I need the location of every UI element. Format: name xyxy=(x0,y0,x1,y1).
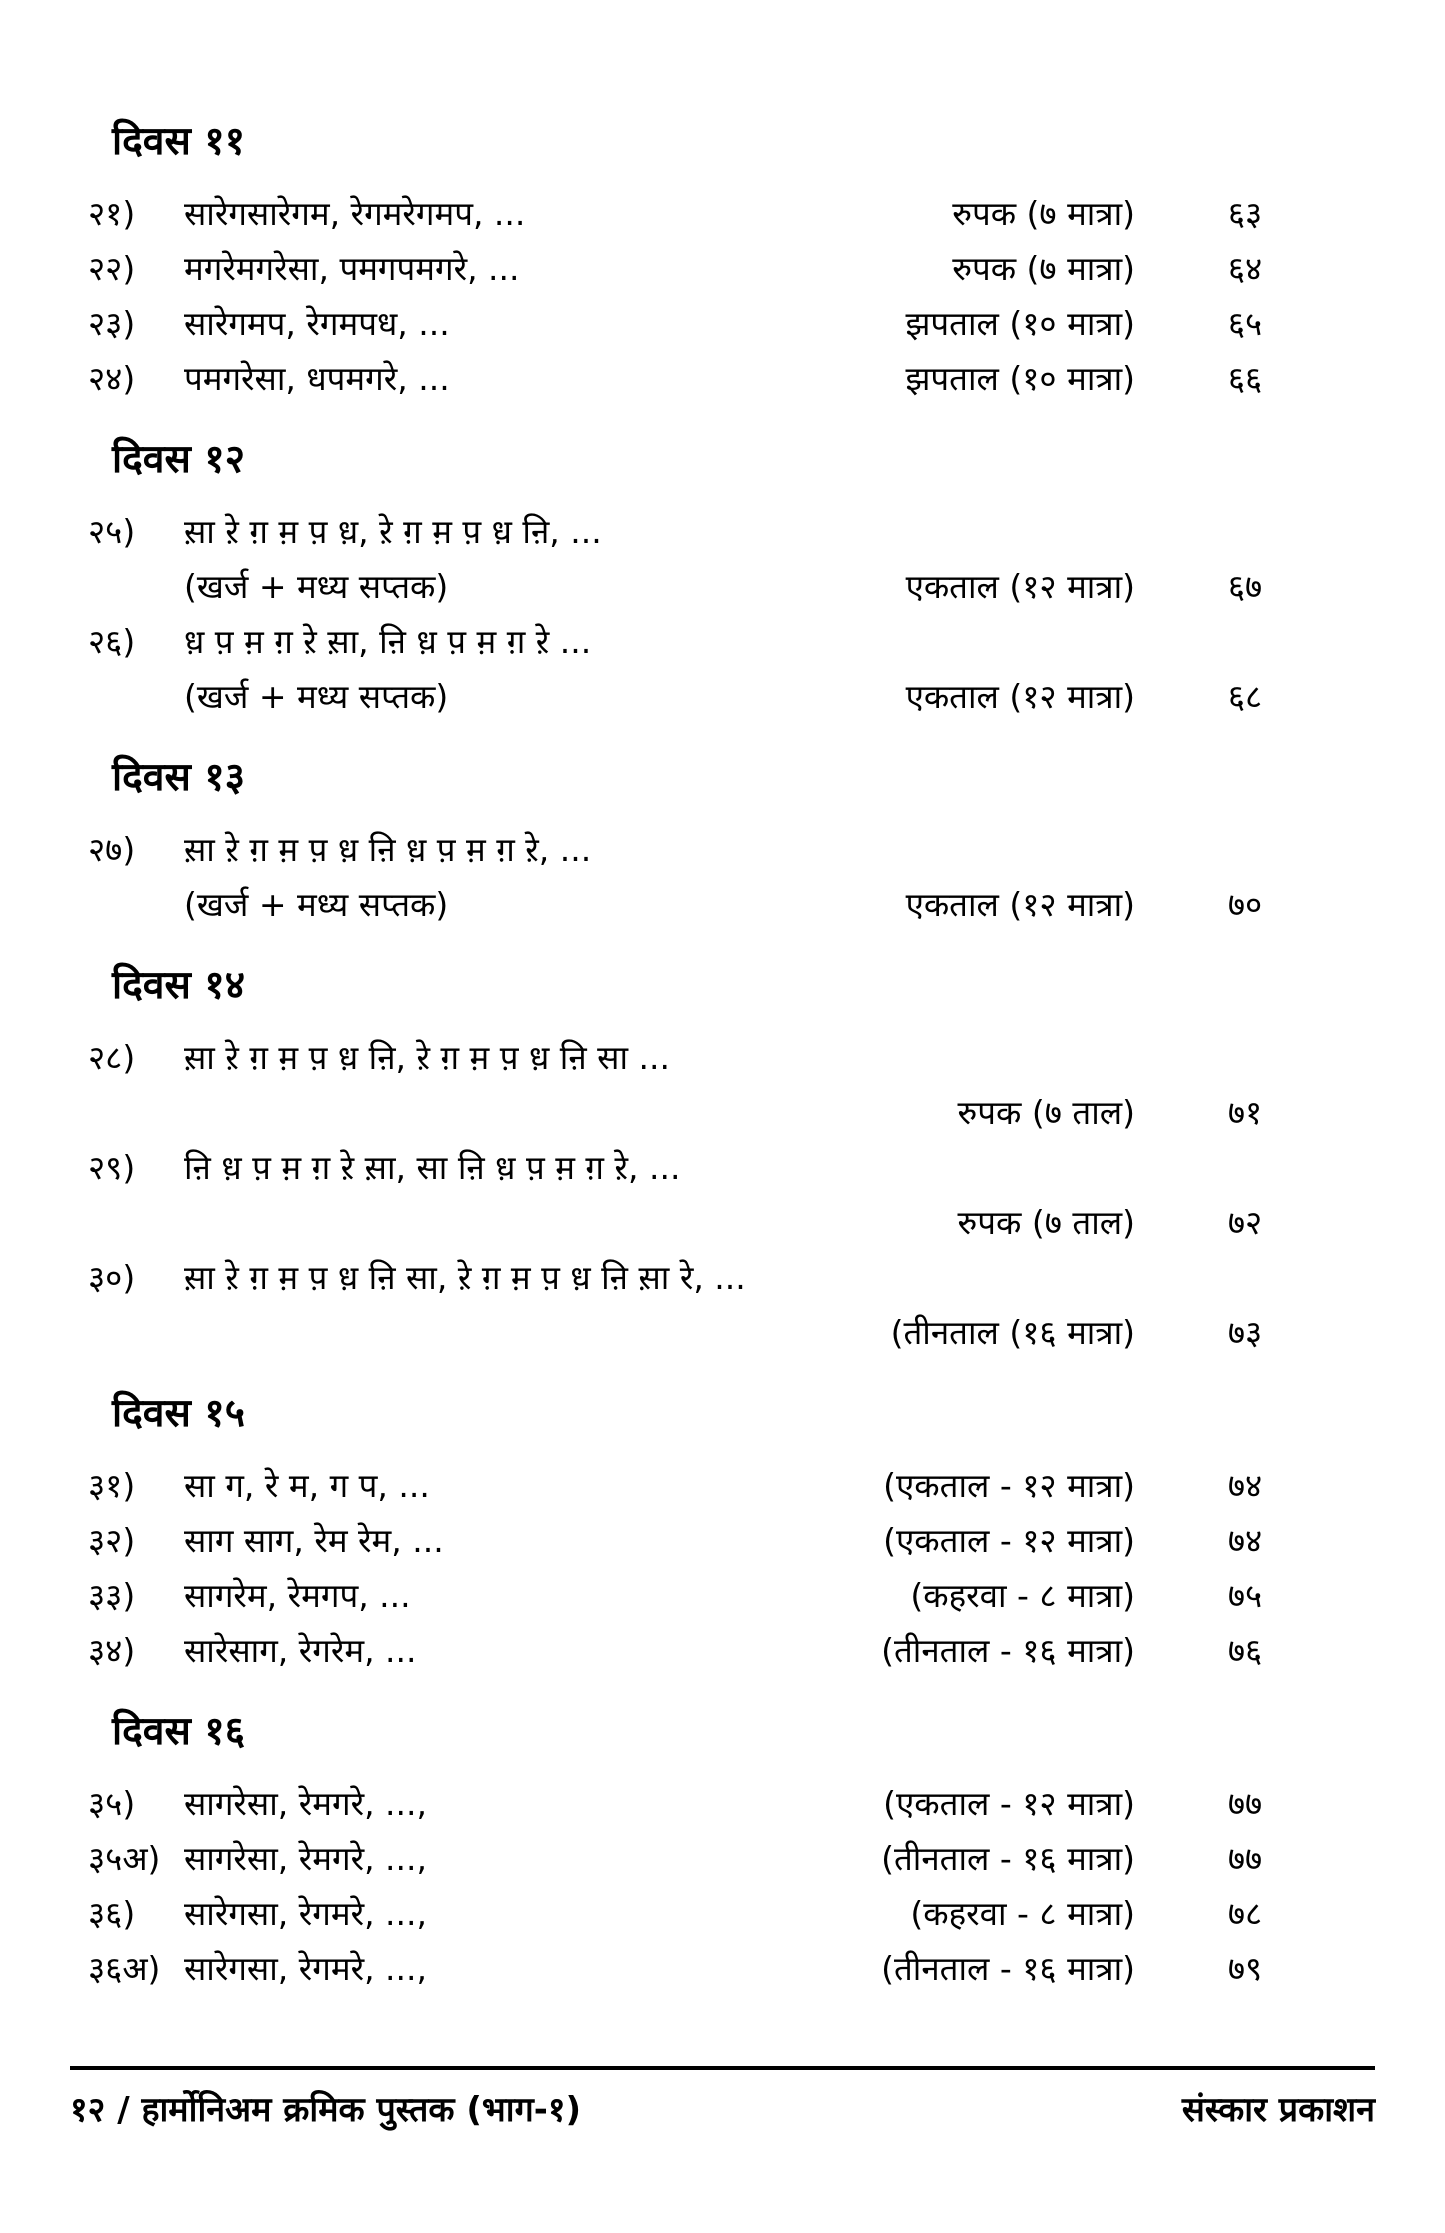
sargam-text: सागरेसा, रेमगरे, ..., xyxy=(184,1839,428,1878)
item-number: ३४) xyxy=(88,1631,136,1670)
table-row xyxy=(0,1941,1445,1996)
item-number: २३) xyxy=(88,304,136,343)
table-row xyxy=(0,1458,1445,1513)
sargam-text: सारेसाग, रेगरेम, ... xyxy=(184,1631,417,1670)
sargam-text: सारेगमप, रेगमपध, ... xyxy=(184,304,450,343)
tala-label: रुपक (७ मात्रा) xyxy=(952,249,1135,288)
sargam-text: ध़ प़ म़ ग़ ऱे स़ा, ऩि ध़ प़ म़ ग़ ऱे ... xyxy=(184,622,592,661)
item-number: २७) xyxy=(88,830,136,869)
table-row xyxy=(0,1140,1445,1195)
table-row-continued xyxy=(0,669,1445,724)
sargam-text: सारेगसा, रेगमरे, ..., xyxy=(184,1894,428,1933)
table-row xyxy=(0,822,1445,877)
sargam-text: सागरेम, रेमगप, ... xyxy=(184,1576,411,1615)
table-row xyxy=(0,296,1445,351)
section-day-15 xyxy=(0,1390,1445,1678)
tala-label: एकताल (१२ मात्रा) xyxy=(905,677,1135,716)
item-number: २४) xyxy=(88,359,136,398)
sargam-text: सारेगसारेगम, रेगमरेगमप, ... xyxy=(184,194,526,233)
octave-note: (खर्ज + मध्य सप्तक) xyxy=(184,677,449,716)
tala-label: (तीनताल - १६ मात्रा) xyxy=(881,1949,1135,1988)
item-number: ३२) xyxy=(88,1521,136,1560)
page-number: ६८ xyxy=(1227,677,1263,716)
item-number: ३३) xyxy=(88,1576,136,1615)
table-row-continued xyxy=(0,1085,1445,1140)
sargam-text: मगरेमगरेसा, पमगपमगरे, ... xyxy=(184,249,520,288)
section-heading: दिवस १२ xyxy=(112,437,245,482)
tala-label: (कहरवा - ८ मात्रा) xyxy=(910,1576,1135,1615)
sargam-text: पमगरेसा, धपमगरे, ... xyxy=(184,359,450,398)
sargam-text: सागरेसा, रेमगरे, ..., xyxy=(184,1784,428,1823)
table-row xyxy=(0,351,1445,406)
table-row xyxy=(0,1513,1445,1568)
table-row xyxy=(0,1831,1445,1886)
sargam-text: स़ा ऱे ग़ म़ प़ ध़, ऱे ग़ म़ प़ ध़ ऩि, ... xyxy=(184,512,602,551)
tala-label: झपताल (१० मात्रा) xyxy=(905,304,1135,343)
table-row xyxy=(0,1568,1445,1623)
sargam-text: स़ा ऱे ग़ म़ प़ ध़ ऩि सा, ऱे ग़ म़ प़ ध़ ऩि स़ा रे, ... xyxy=(184,1258,746,1297)
table-row xyxy=(0,1250,1445,1305)
tala-label: (एकताल - १२ मात्रा) xyxy=(883,1521,1135,1560)
section-heading: दिवस १६ xyxy=(112,1709,245,1754)
tala-label: (एकताल - १२ मात्रा) xyxy=(883,1466,1135,1505)
table-row xyxy=(0,1030,1445,1085)
tala-label: (कहरवा - ८ मात्रा) xyxy=(910,1894,1135,1933)
tala-label: (तीनताल - १६ मात्रा) xyxy=(881,1631,1135,1670)
page-number: ७२ xyxy=(1227,1203,1263,1242)
section-heading: दिवस १५ xyxy=(112,1391,245,1436)
item-number: २५) xyxy=(88,512,136,551)
section-day-14 xyxy=(0,962,1445,1360)
section-day-16 xyxy=(0,1708,1445,1996)
table-row xyxy=(0,186,1445,241)
page-number: ६४ xyxy=(1227,249,1263,288)
section-heading: दिवस ११ xyxy=(112,119,245,164)
page-number: ६६ xyxy=(1227,359,1263,398)
table-row-continued xyxy=(0,1195,1445,1250)
page-number: ६५ xyxy=(1227,304,1263,343)
tala-label: रुपक (७ ताल) xyxy=(957,1203,1135,1242)
tala-label: रुपक (७ ताल) xyxy=(957,1093,1135,1132)
table-row xyxy=(0,1886,1445,1941)
section-day-11 xyxy=(0,118,1445,406)
footer-right: संस्कार प्रकाशन xyxy=(1181,2090,1375,2130)
table-row-continued xyxy=(0,1305,1445,1360)
tala-label: (तीनताल - १६ मात्रा) xyxy=(881,1839,1135,1878)
item-number: ३६) xyxy=(88,1894,136,1933)
item-number: २६) xyxy=(88,622,136,661)
page-number: ७९ xyxy=(1227,1949,1263,1988)
section-heading: दिवस १४ xyxy=(112,963,245,1008)
table-row xyxy=(0,504,1445,559)
item-number: २९) xyxy=(88,1148,136,1187)
footer xyxy=(70,2066,1375,2132)
page-number: ७४ xyxy=(1227,1521,1263,1560)
item-number: २१) xyxy=(88,194,136,233)
tala-label: झपताल (१० मात्रा) xyxy=(905,359,1135,398)
tala-label: एकताल (१२ मात्रा) xyxy=(905,885,1135,924)
page-number: ७० xyxy=(1227,885,1263,924)
section-day-12 xyxy=(0,436,1445,724)
table-row-continued xyxy=(0,877,1445,932)
page-number: ६३ xyxy=(1227,194,1263,233)
page-number: ७५ xyxy=(1227,1576,1263,1615)
page-number: ७७ xyxy=(1227,1839,1263,1878)
octave-note: (खर्ज + मध्य सप्तक) xyxy=(184,567,449,606)
sargam-text: सा ग, रे म, ग प, ... xyxy=(184,1466,430,1505)
sargam-text: सारेगसा, रेगमरे, ..., xyxy=(184,1949,428,1988)
tala-label: रुपक (७ मात्रा) xyxy=(952,194,1135,233)
sargam-text: साग साग, रेम रेम, ... xyxy=(184,1521,444,1560)
item-number: ३५) xyxy=(88,1784,136,1823)
table-row xyxy=(0,614,1445,669)
page-number: ७३ xyxy=(1227,1313,1263,1352)
item-number: ३१) xyxy=(88,1466,136,1505)
sargam-text: ऩि ध़ प़ म़ ग़ ऱे स़ा, सा ऩि ध़ प़ म़ ग़ ऱे, ... xyxy=(184,1148,681,1187)
tala-label: (तीनताल (१६ मात्रा) xyxy=(890,1313,1135,1352)
page-number: ७७ xyxy=(1227,1784,1263,1823)
item-number: ३०) xyxy=(88,1258,136,1297)
section-day-13 xyxy=(0,754,1445,932)
page-number: ७१ xyxy=(1227,1093,1263,1132)
table-row-continued xyxy=(0,559,1445,614)
sargam-text: स़ा ऱे ग़ म़ प़ ध़ ऩि ध़ प़ म़ ग़ ऱे, ... xyxy=(184,830,592,869)
item-number: २८) xyxy=(88,1038,136,1077)
item-number: २२) xyxy=(88,249,136,288)
page-number: ७६ xyxy=(1227,1631,1263,1670)
tala-label: (एकताल - १२ मात्रा) xyxy=(883,1784,1135,1823)
table-row xyxy=(0,1623,1445,1678)
sargam-text: स़ा ऱे ग़ म़ प़ ध़ ऩि, ऱे ग़ म़ प़ ध़ ऩि सा ... xyxy=(184,1038,670,1077)
page-number: ७४ xyxy=(1227,1466,1263,1505)
octave-note: (खर्ज + मध्य सप्तक) xyxy=(184,885,449,924)
footer-left: १२ / हार्मोनिअम क्रमिक पुस्तक (भाग-१) xyxy=(70,2090,582,2130)
table-row xyxy=(0,241,1445,296)
tala-label: एकताल (१२ मात्रा) xyxy=(905,567,1135,606)
page-number: ७८ xyxy=(1227,1894,1263,1933)
page-number: ६७ xyxy=(1227,567,1263,606)
table-row xyxy=(0,1776,1445,1831)
item-number: ३५अ) xyxy=(88,1839,161,1878)
section-heading: दिवस १३ xyxy=(112,755,245,800)
item-number: ३६अ) xyxy=(88,1949,161,1988)
